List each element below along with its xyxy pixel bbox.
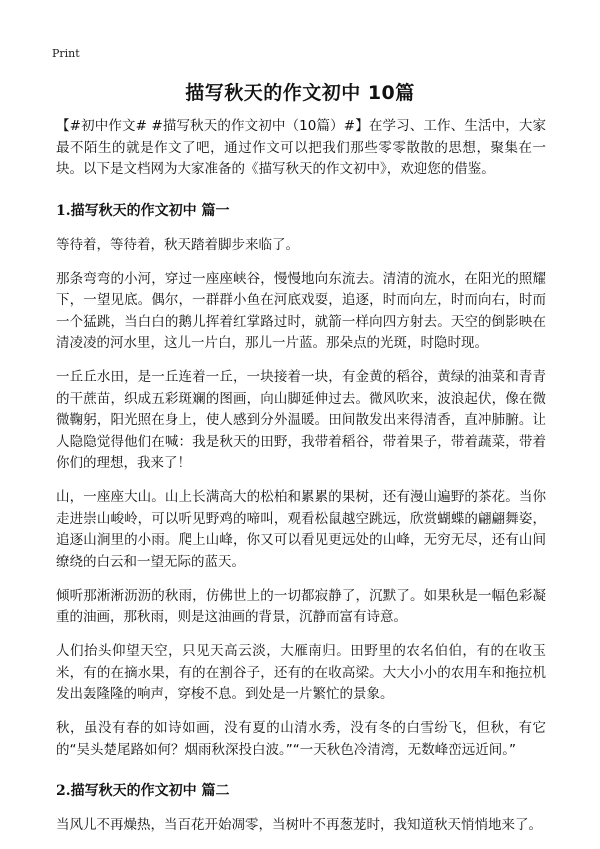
section-1: [56, 201, 546, 762]
paragraph: 秋，虽没有春的如诗如画，没有夏的山清水秀，没有冬的白雪纷飞，但秋，有它的“吴头楚尾路如何？烟雨秋深投白波。”“一天秋色冷清湾，无数峰峦远近间。”: [56, 720, 546, 758]
section-heading: 2.描写秋天的作文初中 篇二: [56, 783, 230, 799]
document-title: 描写秋天的作文初中 10篇: [185, 82, 415, 104]
section-2: [56, 781, 546, 837]
paragraph: 人们抬头仰望天空，只见天高云淡，大雁南归。田野里的农名伯伯，有的在收玉米，有的在摘水果，有的在割谷子，还有的在收高梁。大大小小的农用车和拖拉机发出轰隆隆的响声，穿梭不息。到处是一片繁忙的景象。: [56, 643, 546, 702]
paragraph: 一丘丘水田，是一丘连着一丘，一块接着一块，有金黄的稻谷，黄绿的油菜和青青的干蔗苗，织成五彩斑斓的图画，向山脚延伸过去。微风吹来，波浪起伏，像在微微鞠躬，阳光照在身上，使人感到分外温暖。田间散发出来得清香，直冲肺腑。让人隐隐觉得他们在喊：我是秋天的田野，我带着稻谷，带着果子，带着蔬菜，带着你们的理想，我来了！: [56, 369, 546, 471]
paragraph: 倾听那淅淅沥沥的秋雨，仿佛世上的一切都寂静了，沉默了。如果秋是一幅色彩凝重的油画，那秋雨，则是这油画的背景，沉静而富有诗意。: [56, 587, 546, 625]
section-heading: 1.描写秋天的作文初中 篇一: [56, 202, 230, 219]
intro-paragraph: 【#初中作文# #描写秋天的作文初中（10篇）#】在学习、工作、生活中，大家最不陌生的就是作文了吧，通过作文可以把我们那些零零散散的思想，聚集在一块。以下是文档网为大家准备的《描写秋天的作文初中》，欢迎您的借鉴。: [56, 118, 546, 177]
paragraph: 那条弯弯的小河，穿过一座座峡谷，慢慢地向东流去。清清的流水，在阳光的照耀下，一望见底。偶尔，一群群小鱼在河底戏耍，追逐，时而向左，时而向右，时而一个猛跳，当白白的鹅儿挥着红掌路过时，就箭一样向四方射去。天空的倒影映在清凌凌的河水里，这儿一片白，那儿一片蓝。那朵点的光斑，时隐时现。: [56, 270, 546, 351]
document-body: [56, 116, 546, 849]
paragraph: 等待着，等待着，秋天踏着脚步来临了。: [56, 236, 299, 253]
paragraph: 山，一座座大山。山上长满高大的松柏和累累的果树，还有漫山遍野的茶花。当你走进崇山峻岭，可以听见野鸡的啼叫，观看松鼠越空跳远，欣赏蝴蝶的翩翩舞姿，追逐山涧里的小雨。爬上山峰，你又可以看见更远处的山峰，无穷无尽，还有山间缭绕的白云和一望无际的蓝天。: [56, 489, 546, 570]
print-link[interactable]: Print: [52, 47, 80, 60]
paragraph: 当风儿不再燥热，当百花开始凋零，当树叶不再葱茏时，我知道秋天悄悄地来了。: [56, 817, 542, 833]
